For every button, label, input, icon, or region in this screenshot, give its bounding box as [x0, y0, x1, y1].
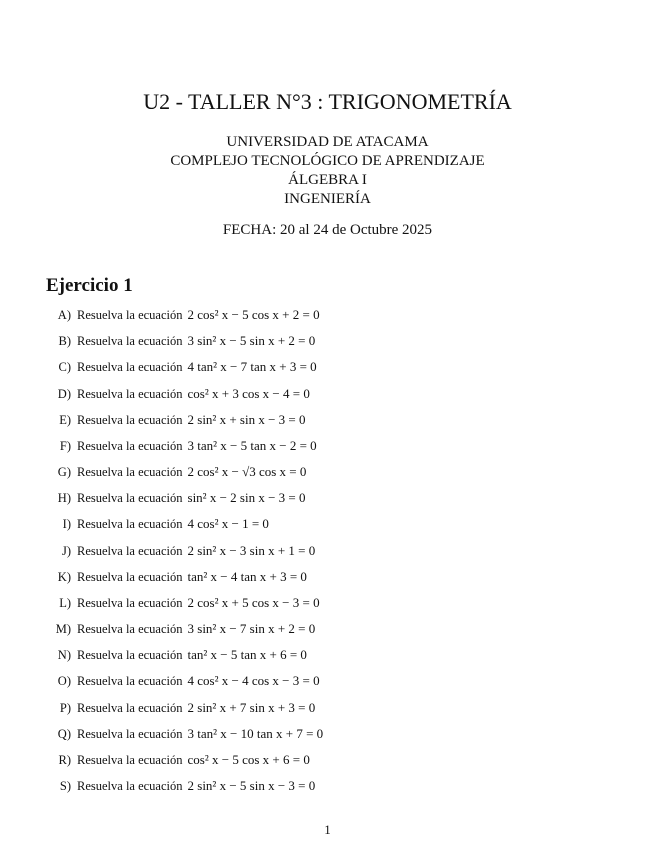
item-label: G)	[57, 465, 71, 480]
exercise-item	[0, 359, 317, 379]
exercise-item	[0, 700, 315, 720]
item-instruction: Resuelva la ecuación	[77, 412, 183, 427]
exercise-item	[0, 333, 315, 353]
date-line: FECHA: 20 al 24 de Octubre 2025	[222, 222, 433, 238]
exercise-item	[0, 412, 306, 432]
item-label: E)	[59, 412, 71, 427]
item-label: D)	[57, 386, 71, 401]
item-equation: 3 sin² x − 5 sin x + 2 = 0	[187, 333, 316, 349]
item-equation: 4 cos² x − 1 = 0	[187, 516, 269, 532]
item-label: Q)	[57, 726, 71, 741]
item-instruction: Resuelva la ecuación	[77, 543, 183, 558]
item-equation: 4 tan² x − 7 tan x + 3 = 0	[187, 359, 317, 375]
item-instruction: Resuelva la ecuación	[77, 308, 183, 322]
item-instruction: Resuelva la ecuación	[77, 752, 183, 767]
item-equation: 4 cos² x − 4 cos x − 3 = 0	[187, 673, 320, 689]
item-instruction: Resuelva la ecuación	[77, 334, 183, 349]
item-equation: 2 cos² x + 5 cos x − 3 = 0	[187, 594, 320, 610]
item-instruction: Resuelva la ecuación	[77, 438, 183, 453]
document-title: U2 - TALLER N°3 : TRIGONOMETRÍA	[143, 89, 512, 114]
item-label: A)	[57, 308, 71, 322]
item-instruction: Resuelva la ecuación	[77, 491, 183, 506]
program-name: INGENIERÍA	[284, 191, 371, 207]
section-heading: Ejercicio 1	[46, 275, 133, 296]
item-label: R)	[58, 752, 71, 767]
exercise-item	[0, 595, 320, 615]
exercise-item	[0, 307, 320, 327]
item-equation: 3 tan² x − 10 tan x + 7 = 0	[187, 725, 324, 741]
item-equation: 3 tan² x − 5 tan x − 2 = 0	[187, 437, 317, 453]
complex-name: COMPLEJO TECNOLÓGICO DE APRENDIZAJE	[170, 153, 485, 169]
item-label: B)	[58, 334, 71, 349]
item-equation: cos² x − 5 cos x + 6 = 0	[187, 751, 310, 767]
exercise-item	[0, 543, 315, 563]
item-equation: tan² x − 5 tan x + 6 = 0	[187, 647, 307, 663]
exercise-item	[0, 647, 307, 667]
exercise-item	[0, 569, 307, 589]
item-equation: cos² x + 3 cos x − 4 = 0	[187, 385, 310, 401]
exercise-item	[0, 621, 315, 641]
item-label: S)	[59, 779, 71, 794]
item-instruction: Resuelva la ecuación	[77, 517, 183, 532]
university-name: UNIVERSIDAD DE ATACAMA	[226, 134, 429, 150]
course-name: ÁLGEBRA I	[288, 172, 367, 188]
item-equation: 2 cos² x − √3 cos x = 0	[187, 464, 307, 480]
item-label: O)	[57, 674, 71, 689]
exercise-item	[0, 386, 310, 406]
item-instruction: Resuelva la ecuación	[77, 779, 183, 794]
item-equation: 2 sin² x + 7 sin x + 3 = 0	[187, 699, 316, 715]
exercise-item	[0, 673, 320, 693]
item-instruction: Resuelva la ecuación	[77, 360, 183, 375]
item-instruction: Resuelva la ecuación	[77, 569, 183, 584]
item-instruction: Resuelva la ecuación	[77, 674, 183, 689]
item-instruction: Resuelva la ecuación	[77, 700, 183, 715]
item-equation: 2 sin² x − 3 sin x + 1 = 0	[187, 542, 316, 558]
exercise-item	[0, 464, 306, 484]
item-label: K)	[57, 569, 71, 584]
item-instruction: Resuelva la ecuación	[77, 386, 183, 401]
page-number: 1	[324, 822, 331, 837]
item-equation: 3 sin² x − 7 sin x + 2 = 0	[187, 621, 316, 637]
item-equation: 2 sin² x + sin x − 3 = 0	[187, 411, 306, 427]
item-equation: 2 sin² x − 5 sin x − 3 = 0	[187, 778, 316, 794]
item-equation: tan² x − 4 tan x + 3 = 0	[187, 568, 307, 584]
item-label: J)	[61, 543, 71, 558]
item-equation: sin² x − 2 sin x − 3 = 0	[187, 490, 306, 506]
exercise-item	[0, 778, 315, 798]
exercise-item	[0, 726, 323, 746]
exercise-item	[0, 752, 310, 772]
item-label: I)	[62, 517, 71, 532]
item-instruction: Resuelva la ecuación	[77, 622, 183, 637]
exercise-item	[0, 490, 306, 510]
item-label: N)	[57, 648, 71, 663]
item-label: P)	[59, 700, 71, 715]
exercise-item	[0, 438, 317, 458]
item-instruction: Resuelva la ecuación	[77, 726, 183, 741]
exercise-item	[0, 516, 269, 536]
item-label: L)	[59, 595, 71, 610]
item-label: H)	[57, 491, 71, 506]
item-equation: 2 cos² x − 5 cos x + 2 = 0	[187, 307, 320, 322]
item-instruction: Resuelva la ecuación	[77, 648, 183, 663]
item-label: F)	[59, 438, 71, 453]
item-label: C)	[58, 360, 71, 375]
item-label: M)	[55, 622, 71, 637]
item-instruction: Resuelva la ecuación	[77, 465, 183, 480]
item-instruction: Resuelva la ecuación	[77, 595, 183, 610]
